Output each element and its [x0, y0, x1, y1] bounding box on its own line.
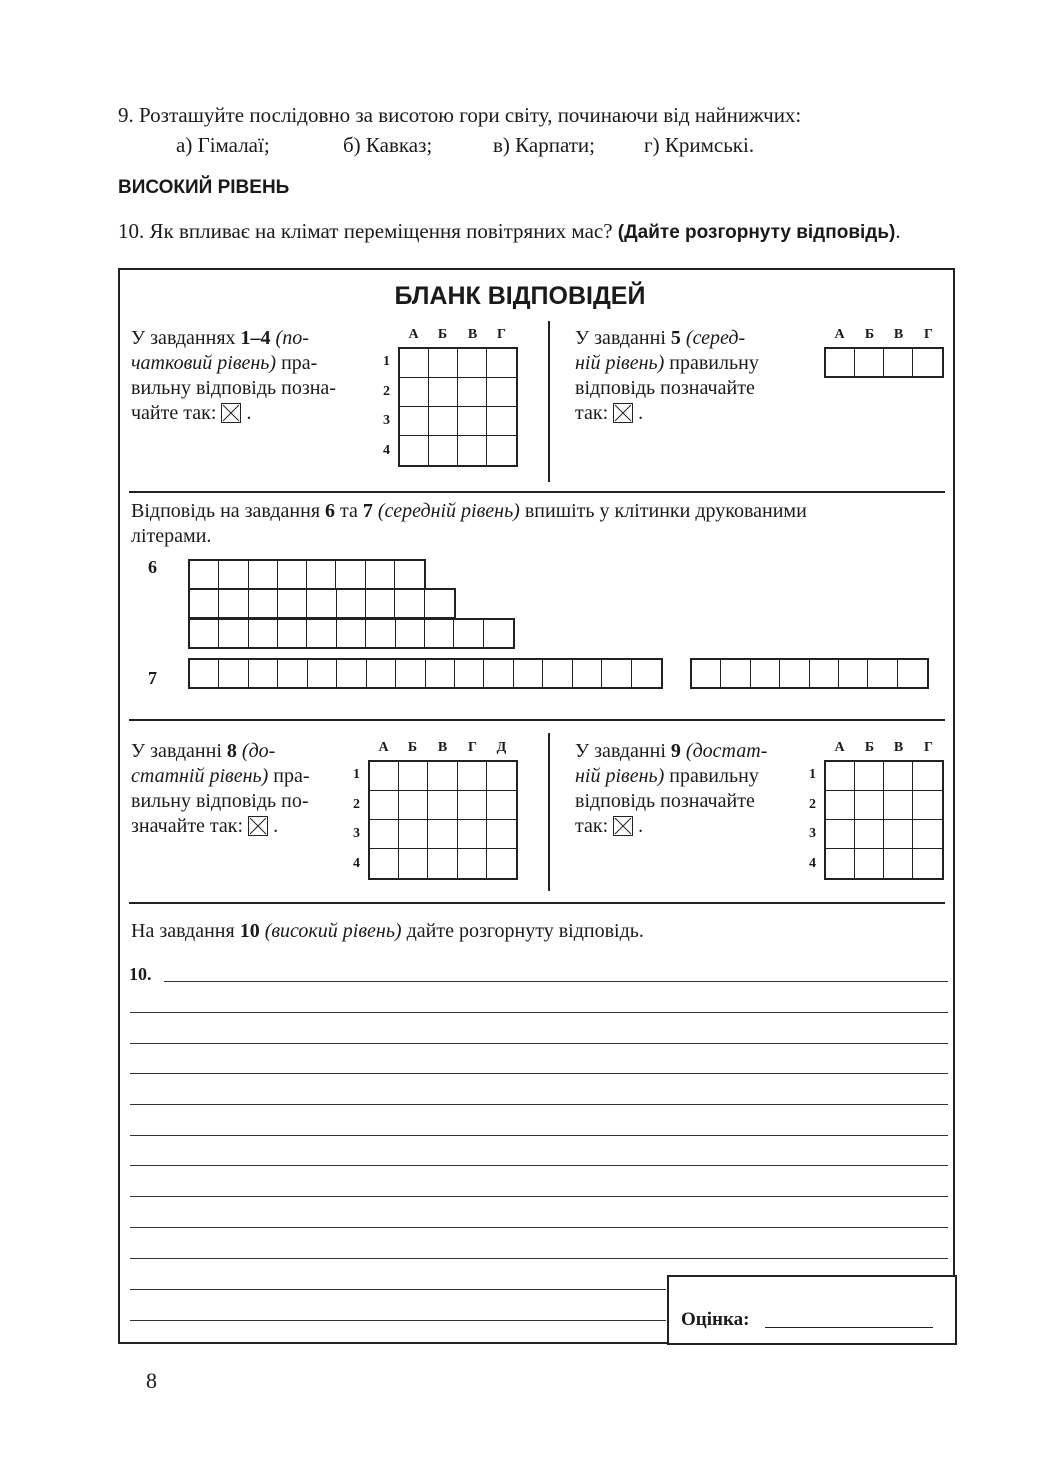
level-heading-high: ВИСОКИЙ РІВЕНЬ [118, 177, 290, 198]
letter-cell[interactable] [484, 620, 513, 647]
block-1-4-instructions [131, 326, 371, 426]
letter-cell[interactable] [249, 590, 278, 617]
score-box [667, 1275, 957, 1345]
text: . [638, 402, 644, 424]
answer-cell[interactable] [884, 849, 913, 878]
letter-cell[interactable] [307, 590, 336, 617]
col-header: Б [864, 740, 875, 755]
row-header: 2 [353, 797, 360, 812]
answer-cell[interactable] [399, 849, 428, 878]
letter-cell[interactable] [337, 660, 366, 687]
answer-cell[interactable] [400, 436, 429, 465]
text: значайте так: [131, 815, 249, 837]
answer-cell[interactable] [487, 820, 516, 849]
letter-cell[interactable] [278, 660, 307, 687]
task-number: 5 [670, 327, 681, 349]
letter-cell[interactable] [514, 660, 543, 687]
letter-cell[interactable] [868, 660, 897, 687]
answer-cell[interactable] [826, 849, 855, 878]
answer-cell[interactable] [458, 820, 487, 849]
letter-cell[interactable] [751, 660, 780, 687]
answer-cell[interactable] [487, 436, 516, 465]
row-header: 2 [809, 797, 816, 812]
col-header: Б [864, 327, 875, 342]
letter-cell[interactable] [219, 590, 248, 617]
answer-cell[interactable] [458, 849, 487, 878]
task-number: 10 [239, 920, 260, 942]
row-header: 4 [383, 443, 390, 458]
letter-cell[interactable] [721, 660, 750, 687]
task-6-label: 6 [148, 557, 157, 577]
answer-cell[interactable] [913, 791, 942, 820]
score-label: Оцінка: [681, 1309, 750, 1330]
answer-cell[interactable] [487, 762, 516, 791]
answer-cell[interactable] [429, 407, 458, 436]
answer-line[interactable] [130, 1135, 948, 1136]
letter-cell[interactable] [366, 620, 395, 647]
letter-cell[interactable] [543, 660, 572, 687]
text: так: [575, 815, 614, 837]
letter-cell[interactable] [308, 660, 337, 687]
answer-cell[interactable] [855, 849, 884, 878]
block-8-instructions [131, 739, 351, 839]
answer-cell[interactable] [855, 820, 884, 849]
answer-cell[interactable] [458, 791, 487, 820]
text: (серед- [680, 327, 746, 349]
task-7-word-2-cells[interactable] [690, 658, 929, 689]
answer-cell[interactable] [458, 762, 487, 791]
letter-cell[interactable] [632, 660, 661, 687]
letter-cell[interactable] [366, 561, 395, 588]
divider [548, 321, 550, 482]
text: . [638, 815, 644, 837]
task-7-label: 7 [148, 668, 157, 688]
divider [548, 733, 550, 891]
col-header: Г [924, 740, 933, 755]
q9-option-a: а) Гімалаї; [176, 133, 270, 157]
letter-cell[interactable] [395, 590, 424, 617]
answer-form-title: БЛАНК ВІДПОВІДЕЙ [394, 282, 646, 310]
answer-cell[interactable] [826, 762, 855, 791]
answer-cell[interactable] [884, 762, 913, 791]
task-range: 1–4 [240, 327, 271, 349]
cross-mark-icon [613, 403, 633, 423]
col-header: Г [468, 740, 477, 755]
text: Відповідь на завдання [131, 500, 326, 522]
answer-cell[interactable] [428, 849, 457, 878]
letter-cell[interactable] [484, 660, 513, 687]
row-header: 4 [353, 856, 360, 871]
answer-cell[interactable] [428, 820, 457, 849]
letter-cell[interactable] [367, 660, 396, 687]
level-name: ній рівень) [575, 352, 665, 374]
answer-cell[interactable] [487, 407, 516, 436]
answer-grid-8 [368, 760, 518, 880]
col-header: Б [407, 740, 418, 755]
letter-cell[interactable] [190, 561, 219, 588]
text: вильну відповідь по- [131, 790, 309, 812]
answer-cell[interactable] [458, 436, 487, 465]
block-5-instructions [575, 326, 795, 426]
task-7-word-1-cells[interactable] [188, 658, 663, 689]
answer-cell[interactable] [855, 762, 884, 791]
question-10-text: 10. Як впливає на клімат переміщення повітряних мас? [118, 219, 613, 243]
letter-cell[interactable] [396, 620, 425, 647]
q9-option-c: в) Карпати; [493, 133, 595, 157]
answer-cell[interactable] [428, 762, 457, 791]
cross-mark-icon [613, 816, 633, 836]
text: так: [575, 402, 614, 424]
col-header: А [834, 740, 845, 755]
letter-cell[interactable] [573, 660, 602, 687]
level-name: ній рівень) [575, 765, 665, 787]
letter-cell[interactable] [219, 620, 248, 647]
letter-cell[interactable] [219, 660, 248, 687]
letter-cell[interactable] [278, 620, 307, 647]
answer-cell[interactable] [458, 407, 487, 436]
answer-cell[interactable] [487, 378, 516, 407]
answer-line[interactable] [130, 1073, 948, 1074]
score-input-line[interactable] [765, 1327, 933, 1328]
text: правильну [664, 352, 759, 374]
divider [129, 902, 945, 904]
row-header: 3 [383, 413, 390, 428]
letter-cell[interactable] [366, 590, 395, 617]
answer-line[interactable] [130, 1320, 666, 1321]
answer-cell[interactable] [429, 436, 458, 465]
letter-cell[interactable] [337, 620, 366, 647]
answer-cell[interactable] [429, 378, 458, 407]
letter-cell[interactable] [307, 620, 336, 647]
col-header: Д [496, 740, 507, 755]
letter-cell[interactable] [454, 620, 483, 647]
col-header: Г [497, 327, 506, 342]
letter-cell[interactable] [455, 660, 484, 687]
text: відповідь позначайте [575, 377, 755, 399]
row-header: 3 [809, 826, 816, 841]
answer-cell[interactable] [826, 820, 855, 849]
answer-cell[interactable] [400, 349, 429, 378]
q9-option-d: г) Кримські. [644, 133, 755, 157]
task-6-row-2-cells[interactable] [188, 588, 456, 619]
level-name: (середній рівень) [372, 500, 520, 522]
answer-cell[interactable] [428, 791, 457, 820]
row-header: 1 [809, 767, 816, 782]
question-10 [118, 219, 901, 244]
text: У завданні [575, 740, 671, 762]
letter-cell[interactable] [396, 660, 425, 687]
letter-cell[interactable] [190, 620, 219, 647]
letter-cell[interactable] [278, 561, 307, 588]
text: У завданні [131, 740, 227, 762]
text: (по- [270, 327, 309, 349]
block-10-instructions [131, 919, 946, 944]
answer-line[interactable] [130, 1043, 948, 1044]
answer-cell[interactable] [913, 849, 942, 878]
answer-grid-5 [824, 347, 944, 378]
answer-cell[interactable] [884, 791, 913, 820]
col-header: В [467, 327, 478, 342]
question-9-text: 9. Розташуйте послідовно за висотою гори світу, починаючи від найнижчих: [118, 103, 802, 127]
text: літерами. [131, 525, 212, 547]
row-header: 4 [809, 856, 816, 871]
answer-cell[interactable] [400, 378, 429, 407]
letter-cell[interactable] [190, 590, 219, 617]
text: На завдання [131, 920, 240, 942]
answer-cell[interactable] [400, 407, 429, 436]
text: та [335, 500, 363, 522]
letter-cell[interactable] [810, 660, 839, 687]
letter-cell[interactable] [839, 660, 868, 687]
col-header: А [834, 327, 845, 342]
answer-line[interactable] [130, 1289, 666, 1290]
level-name: чатковий рівень) [131, 352, 277, 374]
answer-cell[interactable] [913, 349, 942, 376]
answer-cell[interactable] [458, 349, 487, 378]
answer-cell[interactable] [429, 349, 458, 378]
answer-line[interactable] [130, 1165, 948, 1166]
answer-line[interactable] [130, 1104, 948, 1105]
col-header: В [893, 740, 904, 755]
task-6-row-1-cells[interactable] [188, 559, 426, 590]
cross-mark-icon [221, 403, 241, 423]
row-header: 3 [353, 826, 360, 841]
question-10-tail: . [895, 219, 901, 243]
text: вильну відповідь позна- [131, 377, 336, 399]
answer-cell[interactable] [855, 791, 884, 820]
answer-cell[interactable] [487, 791, 516, 820]
q9-option-b: б) Кавказ; [343, 133, 433, 157]
text: впишіть у клітинки друкованими [519, 500, 807, 522]
letter-cell[interactable] [307, 561, 336, 588]
letter-cell[interactable] [898, 660, 927, 687]
task-6-row-3-cells[interactable] [188, 618, 515, 649]
task-10-label: 10. [129, 964, 152, 984]
answer-cell[interactable] [826, 349, 855, 376]
divider [129, 719, 945, 721]
level-name: статній рівень) [131, 765, 269, 787]
text: чайте так: [131, 402, 222, 424]
answer-line[interactable] [130, 1196, 948, 1197]
letter-cell[interactable] [249, 620, 278, 647]
task-number: 7 [362, 500, 373, 522]
text: (достат- [680, 740, 768, 762]
letter-cell[interactable] [425, 620, 454, 647]
question-10-hint: (Дайте розгорнуту відповідь) [617, 222, 896, 243]
text: пра- [268, 765, 310, 787]
text: пра- [276, 352, 318, 374]
answer-cell[interactable] [458, 378, 487, 407]
answer-cell[interactable] [487, 849, 516, 878]
text: . [246, 402, 252, 424]
answer-cell[interactable] [487, 349, 516, 378]
letter-cell[interactable] [249, 561, 278, 588]
col-header: А [378, 740, 389, 755]
answer-cell[interactable] [399, 820, 428, 849]
letter-cell[interactable] [426, 660, 455, 687]
answer-cell[interactable] [370, 849, 399, 878]
letter-cell[interactable] [190, 660, 219, 687]
answer-cell[interactable] [913, 762, 942, 791]
letter-cell[interactable] [337, 590, 366, 617]
answer-line[interactable] [130, 1258, 948, 1259]
answer-line[interactable] [164, 981, 948, 982]
letter-cell[interactable] [219, 561, 248, 588]
letter-cell[interactable] [425, 590, 454, 617]
answer-grid-1-4 [398, 347, 518, 467]
task-number: 6 [325, 500, 336, 522]
letter-cell[interactable] [395, 561, 424, 588]
answer-cell[interactable] [884, 820, 913, 849]
divider [129, 491, 945, 493]
answer-grid-9 [824, 760, 944, 880]
col-header: Б [437, 327, 448, 342]
answer-line[interactable] [130, 1227, 948, 1228]
task-number: 8 [226, 740, 237, 762]
answer-cell[interactable] [370, 791, 399, 820]
block-6-7-instructions [131, 499, 946, 549]
cross-mark-icon [248, 816, 268, 836]
answer-line[interactable] [130, 1012, 948, 1013]
text: відповідь позначайте [575, 790, 755, 812]
text: У завданні [575, 327, 671, 349]
col-header: В [437, 740, 448, 755]
row-header: 1 [353, 767, 360, 782]
col-header: А [408, 327, 419, 342]
row-header: 1 [383, 354, 390, 369]
col-header: В [893, 327, 904, 342]
text: У завданнях [131, 327, 241, 349]
answer-cell[interactable] [370, 820, 399, 849]
letter-cell[interactable] [692, 660, 721, 687]
col-header: Г [924, 327, 933, 342]
answer-cell[interactable] [884, 349, 913, 376]
row-header: 2 [383, 384, 390, 399]
answer-cell[interactable] [913, 820, 942, 849]
text: (до- [236, 740, 276, 762]
text: . [273, 815, 279, 837]
answer-cell[interactable] [855, 349, 884, 376]
answer-cell[interactable] [826, 791, 855, 820]
text: дайте розгорнуту відповідь. [401, 920, 644, 942]
page-number: 8 [146, 1368, 157, 1393]
text: правильну [664, 765, 759, 787]
answer-cell[interactable] [399, 762, 428, 791]
letter-cell[interactable] [249, 660, 278, 687]
letter-cell[interactable] [278, 590, 307, 617]
letter-cell[interactable] [780, 660, 809, 687]
level-name: (високий рівень) [259, 920, 402, 942]
answer-cell[interactable] [399, 791, 428, 820]
task-number: 9 [670, 740, 681, 762]
letter-cell[interactable] [336, 561, 365, 588]
block-9-instructions [575, 739, 795, 839]
letter-cell[interactable] [602, 660, 631, 687]
answer-cell[interactable] [370, 762, 399, 791]
